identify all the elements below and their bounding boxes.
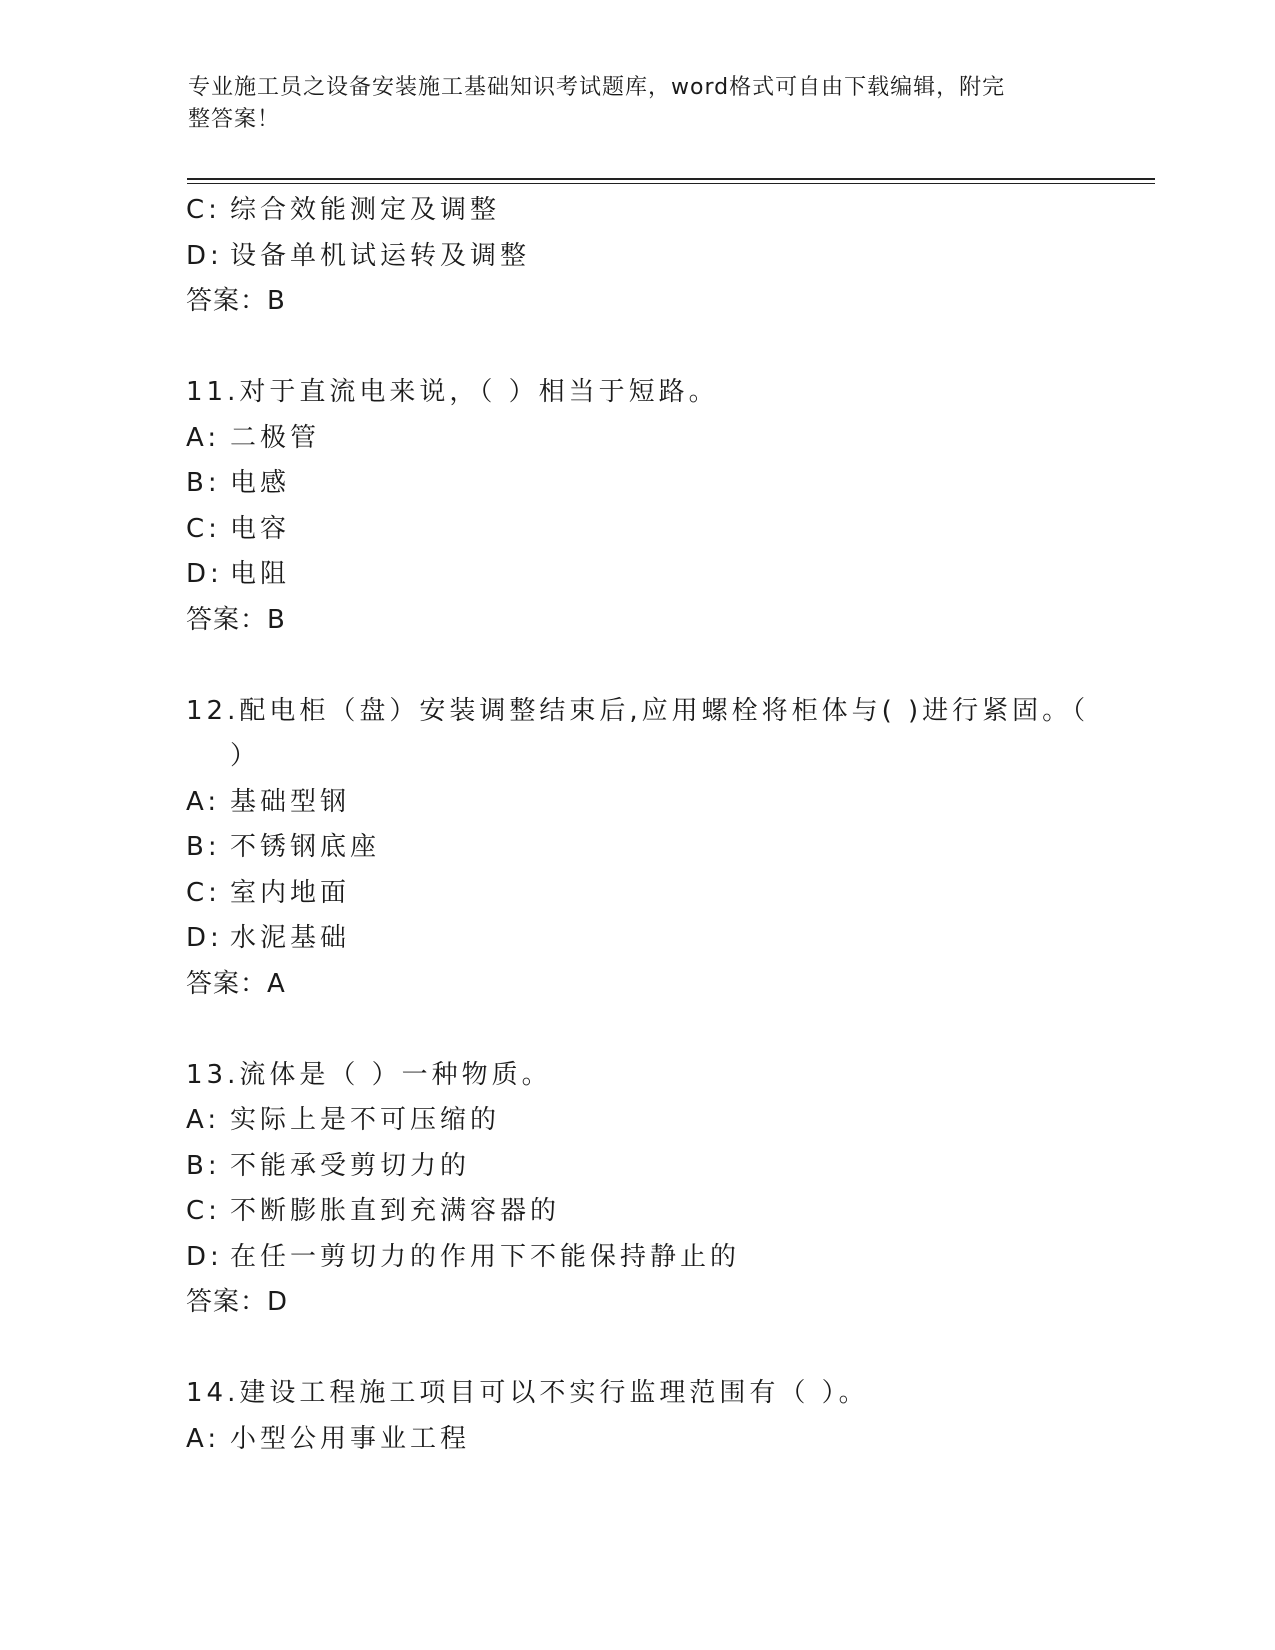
option-key: D: (186, 923, 223, 953)
question-13 (186, 1053, 1086, 1099)
document-header (188, 72, 1068, 136)
option-item (186, 916, 1086, 962)
option-key: B: (186, 832, 221, 862)
spacer (186, 1007, 1086, 1053)
option-item (186, 234, 1086, 280)
option-text: 小型公用事业工程 (230, 1423, 471, 1454)
option-key: A: (186, 422, 221, 453)
option-key: C: (186, 513, 221, 544)
spacer (186, 1326, 1086, 1372)
option-key: C: (186, 877, 221, 908)
option-key: B: (186, 468, 221, 498)
question-text: 对于直流电来说，（ ）相当于短路。 (239, 377, 719, 407)
question-number: 13. (186, 1059, 240, 1090)
option-key: A: (186, 786, 221, 817)
question-11 (186, 370, 1086, 416)
header-rule-thin (187, 183, 1155, 184)
question-text-continued: ） (230, 741, 261, 771)
option-item (186, 461, 1086, 507)
option-text: 水泥基础 (230, 923, 351, 953)
option-key: B: (186, 1150, 221, 1181)
option-key: D: (186, 559, 223, 589)
question-number: 11. (186, 377, 240, 407)
question-number: 12. (186, 695, 240, 726)
option-text: 不能承受剪切力的 (230, 1150, 471, 1181)
option-text: 二极管 (230, 422, 321, 453)
question-text: 配电柜（盘）安装调整结束后,应用螺栓将柜体与( )进行紧固。（ (239, 695, 1090, 726)
option-text: 电感 (230, 468, 291, 498)
option-text: 基础型钢 (230, 786, 351, 817)
option-text: 不锈钢底座 (230, 832, 381, 862)
option-key: D: (186, 240, 223, 271)
option-text: 电阻 (230, 559, 291, 589)
option-key: C: (186, 195, 221, 225)
option-text: 设备单机试运转及调整 (230, 240, 531, 271)
option-item (186, 552, 1086, 598)
question-text: 流体是（ ）一种物质。 (239, 1059, 552, 1090)
option-key: A: (186, 1423, 221, 1454)
option-text: 在任一剪切力的作用下不能保持静止的 (230, 1241, 741, 1272)
option-item (186, 1144, 1086, 1190)
header-rule-thick (187, 178, 1155, 180)
answer-line: 答案：D (186, 1287, 289, 1317)
option-item (186, 780, 1086, 826)
option-text: 不断膨胀直到充满容器的 (230, 1196, 561, 1226)
spacer (186, 643, 1086, 689)
question-list (186, 188, 1090, 1462)
option-item (186, 871, 1086, 917)
spacer (186, 325, 1086, 371)
question-12 (186, 689, 1090, 735)
option-key: C: (186, 1196, 221, 1226)
option-item (186, 188, 1086, 234)
header-line-2: 整答案！ (188, 107, 281, 132)
answer-line: 答案：B (186, 604, 286, 635)
option-text: 室内地面 (230, 877, 351, 908)
option-text: 电容 (230, 513, 291, 544)
option-item (186, 507, 1086, 553)
option-item (186, 1235, 1086, 1281)
header-line-1: 专业施工员之设备安装施工基础知识考试题库，word格式可自由下载编辑，附完 (188, 75, 1006, 100)
question-14 (186, 1371, 1086, 1417)
option-item (186, 1098, 1086, 1144)
option-item (186, 1189, 1086, 1235)
option-key: A: (186, 1105, 221, 1135)
option-key: D: (186, 1241, 223, 1272)
option-item (186, 1417, 1086, 1463)
option-text: 综合效能测定及调整 (230, 195, 501, 225)
answer-line: 答案：B (186, 286, 286, 316)
question-number: 14. (186, 1378, 240, 1408)
answer-line: 答案：A (186, 968, 286, 999)
option-item (186, 825, 1086, 871)
question-text: 建设工程施工项目可以不实行监理范围有（ ）。 (239, 1378, 869, 1408)
option-text: 实际上是不可压缩的 (230, 1105, 501, 1135)
option-item (186, 416, 1086, 462)
